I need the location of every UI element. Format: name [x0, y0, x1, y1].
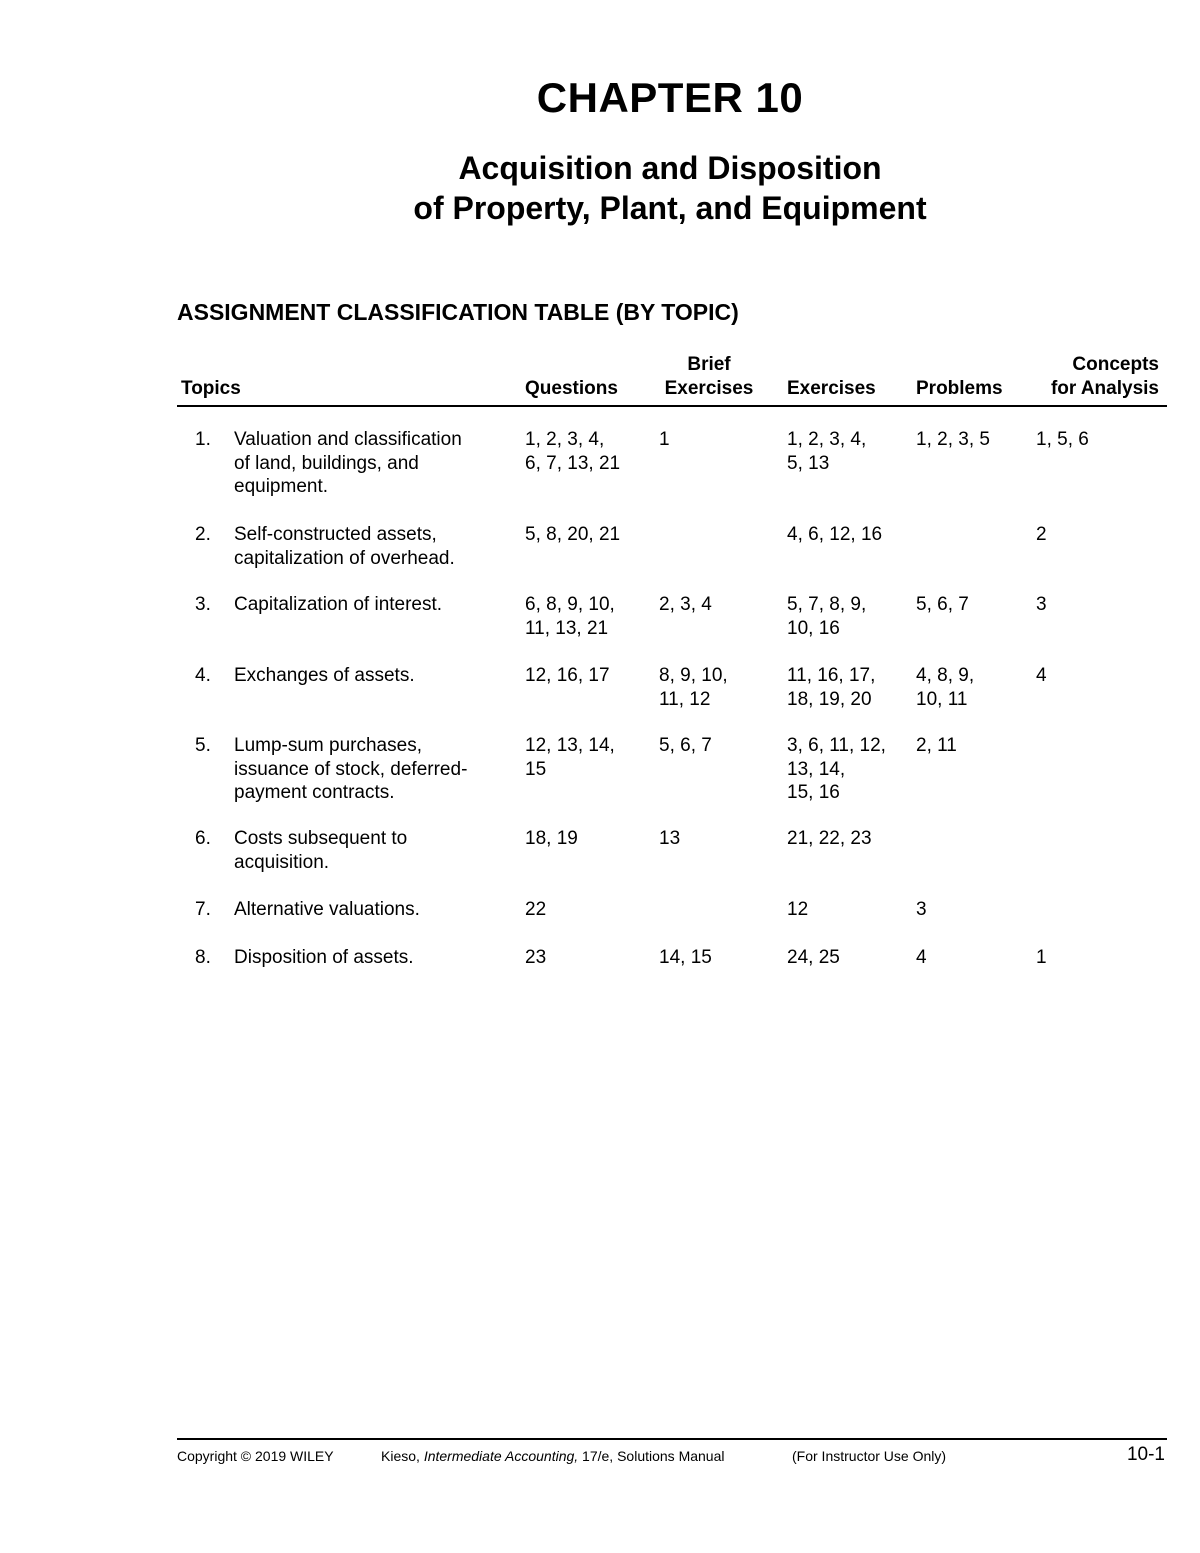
row-number: 4. — [195, 665, 211, 686]
page-number: 10-1 — [1126, 1444, 1165, 1465]
problems-cell: 5, 6, 7 — [916, 594, 969, 615]
concepts-cell: 4 — [1036, 665, 1047, 686]
exercises-cell: 11, 16, 17, 18, 19, 20 — [787, 665, 876, 710]
footer-author: Kieso, — [381, 1448, 424, 1464]
row-number: 7. — [195, 899, 211, 920]
questions-cell: 22 — [525, 899, 547, 920]
problems-cell: 3 — [916, 899, 927, 920]
problems-cell: 1, 2, 3, 5 — [916, 429, 990, 450]
row-number: 2. — [195, 524, 211, 545]
problems-cell: 2, 11 — [916, 735, 957, 756]
header-brief-exercises-line1: Brief — [687, 354, 731, 375]
topic-cell: Self-constructed assets, capitalization of overhead. — [234, 524, 455, 569]
topic-cell: Lump-sum purchases, issuance of stock, deferred- payment contracts. — [234, 735, 468, 803]
footer-copyright: Copyright © 2019 WILEY — [177, 1448, 334, 1464]
row-number: 3. — [195, 594, 211, 615]
concepts-cell: 1 — [1036, 947, 1047, 968]
topic-cell: Exchanges of assets. — [234, 665, 415, 686]
problems-cell: 4 — [916, 947, 927, 968]
footer-edition: 17/e, Solutions Manual — [578, 1448, 725, 1464]
footer-usage-note: (For Instructor Use Only) — [792, 1448, 947, 1464]
row-number: 6. — [195, 828, 211, 849]
header-brief-exercises-line2: Exercises — [664, 378, 754, 399]
row-number: 1. — [195, 429, 211, 450]
topic-cell: Disposition of assets. — [234, 947, 414, 968]
problems-cell: 4, 8, 9, 10, 11 — [916, 665, 975, 710]
header-topics: Topics — [181, 378, 241, 399]
chapter-title: CHAPTER 10 — [536, 74, 804, 121]
footer-book-citation — [381, 1448, 725, 1464]
exercises-cell: 21, 22, 23 — [787, 828, 872, 849]
section-heading: ASSIGNMENT CLASSIFICATION TABLE (BY TOPIC) — [177, 299, 739, 325]
header-problems: Problems — [916, 378, 1003, 399]
questions-cell: 12, 16, 17 — [525, 665, 610, 686]
exercises-cell: 3, 6, 11, 12, 13, 14, 15, 16 — [787, 735, 886, 803]
brief-exercises-cell: 2, 3, 4 — [659, 594, 712, 615]
questions-cell: 5, 8, 20, 21 — [525, 524, 621, 545]
exercises-cell: 24, 25 — [787, 947, 840, 968]
topic-cell: Capitalization of interest. — [234, 594, 443, 615]
topic-cell: Alternative valuations. — [234, 899, 420, 920]
brief-exercises-cell: 14, 15 — [659, 947, 712, 968]
concepts-cell: 3 — [1036, 594, 1047, 615]
header-exercises: Exercises — [787, 378, 876, 399]
topic-cell: Valuation and classification of land, buildings, and equipment. — [234, 429, 462, 497]
questions-cell: 6, 8, 9, 10, 11, 13, 21 — [525, 594, 615, 639]
page-footer — [177, 1438, 1167, 1480]
header-concepts-line1: Concepts — [1072, 354, 1159, 375]
brief-exercises-cell: 5, 6, 7 — [659, 735, 712, 756]
row-number: 5. — [195, 735, 211, 756]
brief-exercises-cell: 1 — [659, 429, 670, 450]
exercises-cell: 1, 2, 3, 4, 5, 13 — [787, 429, 867, 474]
header-concepts-line2: for Analysis — [1050, 378, 1159, 399]
row-number: 8. — [195, 947, 211, 968]
exercises-cell: 5, 7, 8, 9, 10, 16 — [787, 594, 867, 639]
footer-book-title: Intermediate Accounting, — [423, 1448, 579, 1464]
questions-cell: 23 — [525, 947, 547, 968]
brief-exercises-cell: 8, 9, 10, 11, 12 — [659, 665, 728, 710]
concepts-cell: 1, 5, 6 — [1036, 429, 1089, 450]
exercises-cell: 4, 6, 12, 16 — [787, 524, 883, 545]
questions-cell: 1, 2, 3, 4, 6, 7, 13, 21 — [525, 429, 621, 474]
header-questions: Questions — [525, 378, 618, 399]
table-header — [177, 352, 1167, 407]
exercises-cell: 12 — [787, 899, 809, 920]
questions-cell: 12, 13, 14, 15 — [525, 735, 615, 780]
concepts-cell: 2 — [1036, 524, 1047, 545]
chapter-subtitle-line-1: Acquisition and Disposition — [458, 150, 882, 186]
topic-cell: Costs subsequent to acquisition. — [234, 828, 408, 873]
questions-cell: 18, 19 — [525, 828, 578, 849]
brief-exercises-cell: 13 — [659, 828, 681, 849]
chapter-subtitle-line-2: of Property, Plant, and Equipment — [413, 190, 927, 226]
